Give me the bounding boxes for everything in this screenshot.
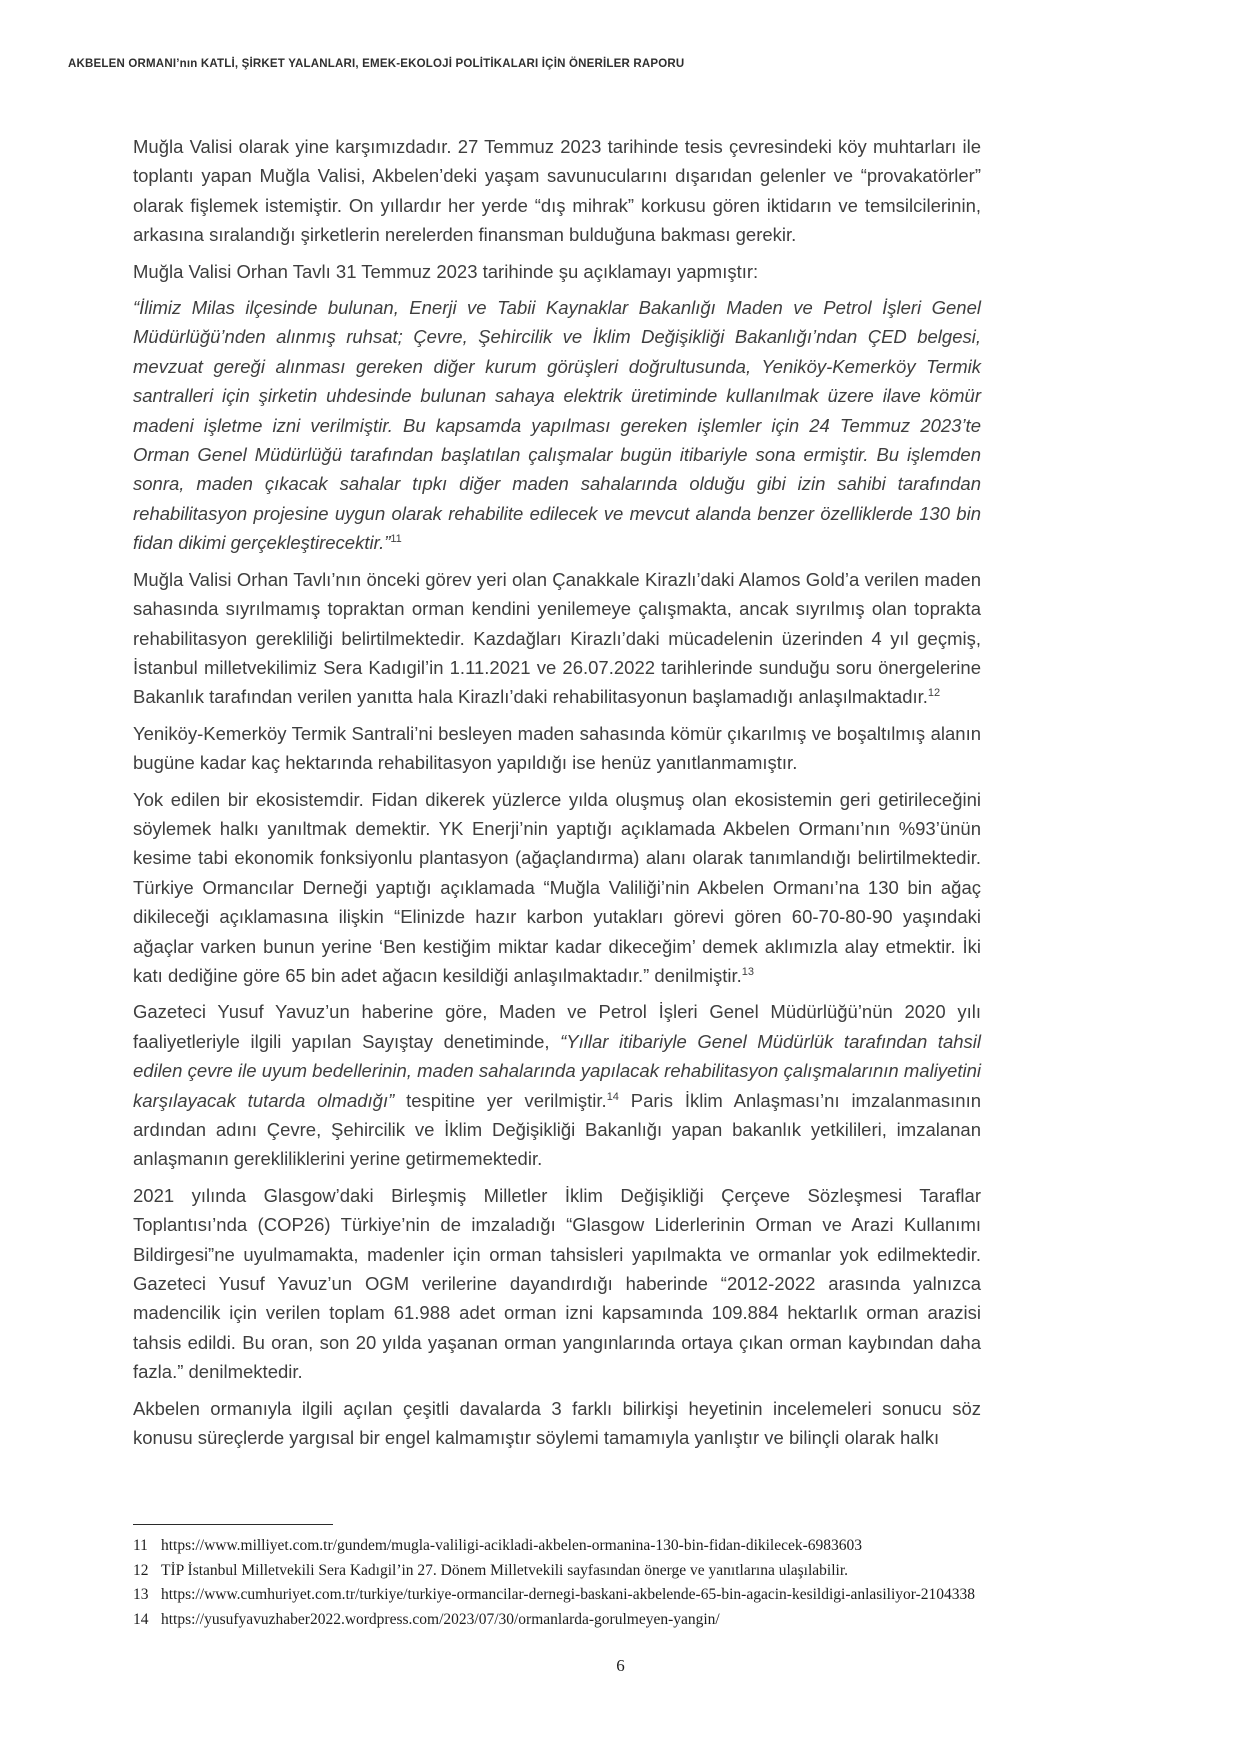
paragraph-text: Akbelen ormanıyla ilgili açılan çeşitli davalarda 3 farklı bilirkişi heyetinin incelemeleri sonucu söz konusu süreçlerde yargısal bir engel kalmamıştır söylemi tamamıyla yanlıştır ve bilinçli olarak halkı [133,1397,981,1449]
body-paragraphs [133,132,981,1459]
page-number: 6 [616,1656,625,1675]
footnote-number: 12 [133,1561,149,1579]
footnote-number: 11 [133,1537,148,1554]
footnote-reference: 13 [741,965,755,978]
paragraph-text: tespitine yer verilmiştir. [394,1089,607,1111]
paragraph-text: Paris İklim Anlaşması’nı imzalanmasının ardından adını Çevre, Şehircilik ve İklim Değişikliği Bakanlığı yapan bakanlık yetkilileri, imzalanan anlaşmanın gerekliliklerini yerine getirmemektedir. [133,1089,982,1170]
paragraph-vali-aciklama-giris [133,257,981,286]
paragraph-kirazli-alamos-gold [133,565,981,712]
footnotes-section [133,1524,993,1632]
footnote-text: TİP İstanbul Milletvekili Sera Kadıgil’in 27. Dönem Milletvekili sayfasından önerge ve yanıtlarına ulaşılabilir. [161,1561,849,1579]
footnote-reference: 11 [390,533,402,546]
footnote-number: 13 [133,1586,149,1603]
paragraph-text: Yeniköy-Kemerköy Termik Santrali’ni besleyen maden sahasında kömür çıkarılmış ve boşaltılmış alanın bugüne kadar kaç hektarında rehabilitasyon yapıldığı ise henüz yanıtlanmamıştır. [133,722,981,774]
footnote-text: https://yusufyavuzhaber2022.wordpress.com/2023/07/30/ormanlarda-gorulmeyen-yangin/ [161,1610,720,1628]
footnotes-list [133,1534,993,1632]
paragraph-sayistay-denetimi [133,997,981,1173]
footnote-text: https://www.milliyet.com.tr/gundem/mugla-valiligi-acikladi-akbelen-ormanina-130-bin-fidan-dikilecek-6983603 [161,1537,863,1554]
footnote-item [133,1608,993,1633]
paragraph-text: “Yıllar itibariyle Genel Müdürlük tarafından tahsil edilen çevre ile uyum bedellerinin, maden sahalarında yapılacak rehabilitasyon çalışmalarının maliyetini karşılayacak tutarda olmadığı” [133,1030,981,1111]
running-header-title: AKBELEN ORMANI’nın KATLİ, ŞİRKET YALANLARI, EMEK-EKOLOJİ POLİTİKALARI İÇİN ÖNERİLER RAPORU [68,58,685,70]
paragraph-text: Yok edilen bir ekosistemdir. Fidan dikerek yüzlerce yılda oluşmuş olan ekosistemin geri getirileceğini söylemek halkı yanıltmak demektir. YK Enerji’nin yaptığı açıklamada Akbelen Ormanı’nın %93’ünün kesime tabi ekonomik fonksiyonlu plantasyon (ağaçlandırma) alanı olarak tanımlandığı belirtilmektedir. Türkiye Ormancılar Derneği yaptığı açıklamada “Muğla Valiliği’nin Akbelen Ormanı’na 130 bin ağaç dikileceği açıklamasına ilişkin “Elinizde hazır karbon yutakları görevi gören 60-70-80-90 yaşındaki ağaçlar varken bunun yerine ‘Ben kestiğim miktar kadar dikeceğim’ demek aklımızla alay etmektir. İki katı dediğine göre 65 bin adet ağacın kesildiği anlaşılmaktadır.” denilmiştir. [133,788,981,986]
footnote-text: https://www.cumhuriyet.com.tr/turkiye/turkiye-ormancilar-dernegi-baskani-akbelende-65-bin-agacin-kesildigi-anlasiliyor-2104338 [161,1586,976,1603]
paragraph-text: Muğla Valisi Orhan Tavlı 31 Temmuz 2023 tarihinde şu açıklamayı yapmıştır: [133,260,759,282]
paragraph-text: Muğla Valisi olarak yine karşımızdadır. 27 Temmuz 2023 tarihinde tesis çevresindeki köy muhtarları ile toplantı yapan Muğla Valisi, Akbelen’deki yaşam savunucularını dışarıdan gelenler ve “provakatörler” olarak fişlemek istemiştir. On yıllardır her yerde “dış mihrak” korkusu gören iktidarın ve temsilcilerinin, arkasına sıralandığı şirketlerin nerelerden finansman bulduğuna bakması gerekir. [133,136,981,246]
paragraph-text: 2021 yılında Glasgow’daki Birleşmiş Milletler İklim Değişikliği Çerçeve Sözleşmesi Taraflar Toplantısı’nda (COP26) Türkiye’nin de imzaladığı “Glasgow Liderlerinin Orman ve Arazi Kullanımı Bildirgesi”ne uyulmamakta, madenler için orman tahsisleri yapılmakta ve ormanlar yok edilmektedir. Gazeteci Yusuf Yavuz’un OGM verilerine dayandırdığı haberinde “2012-2022 arasında yalnızca madencilik için verilen toplam 61.988 adet orman izni kapsamında 109.884 hektarlık orman arazisi tahsis edildi. Bu oran, son 20 yılda yaşanan orman yangınlarında ortaya çıkan orman kaybından daha fazla.” denilmektedir. [133,1184,981,1383]
footnote-reference: 12 [927,687,941,700]
footnote-separator-rule [133,1524,333,1525]
paragraph-glasgow-cop26 [133,1181,981,1387]
footnote-number: 14 [133,1610,149,1628]
paragraph-text: Gazeteci Yusuf Yavuz’un haberine göre, Maden ve Petrol İşleri Genel Müdürlüğü’nün 2020 yılı faaliyetleriyle ilgili yapılan Sayıştay denetiminde, [133,1001,981,1052]
footnote-item [133,1559,993,1584]
paragraph-yenikoy-kemerkoy-rehabilitasyon [133,719,981,778]
paragraph-text: Muğla Valisi Orhan Tavlı’nın önceki görev yeri olan Çanakkale Kirazlı’daki Alamos Gold’a verilen maden sahasında sıyrılmamış topraktan orman kendini yenilemeye çalışmakta, ancak sıyrılmış olan toprakta rehabilitasyon gerekliliği belirtilmektedir. Kazdağları Kirazlı’daki mücadelenin üzerinden 4 yıl geçmiş, İstanbul milletvekilimiz Sera Kadıgil’in 1.11.2021 ve 26.07.2022 tarihlerinde sunduğu soru önergelerine Bakanlık tarafından verilen yanıtta hala Kirazlı’daki rehabilitasyonun başlamadığı anlaşılmaktadır. [133,568,981,708]
paragraph-mugla-valisi-karsimizda [133,132,981,250]
footnote-item [133,1534,993,1559]
paragraph-yok-edilen-ekosistem [133,785,981,991]
footnote-reference: 14 [606,1090,619,1103]
footnote-item [133,1583,993,1608]
paragraph-text: “İlimiz Milas ilçesinde bulunan, Enerji ve Tabii Kaynaklar Bakanlığı Maden ve Petrol İşleri Genel Müdürlüğü’nden alınmış ruhsat; Çevre, Şehircilik ve İklim Değişikliği Bakanlığı’ndan ÇED belgesi, mevzuat gereği alınması gereken diğer kurum görüşleri doğrultusunda, Yeniköy-Kemerköy Termik santralleri için şirketin uhdesinde bulunan sahaya elektrik üretiminde kullanılmak üzere ilave kömür madeni işletme izni verilmiştir. Bu kapsamda yapılması gereken işlemler için 24 Temmuz 2023’te Orman Genel Müdürlüğü tarafından başlatılan çalışmalar bugün itibariyle sona ermiştir. Bu işlemden sonra, maden çıkacak sahalar tıpkı diğer maden sahalarında olduğu gibi izin sahibi tarafından rehabilitasyon projesine uygun olarak rehabilite edilecek ve mevcut alanda benzer özelliklerde 130 bin fidan dikimi gerçekleştirecektir.” [133,297,981,554]
paragraph-bilirkisi-heyetleri [133,1394,981,1453]
paragraph-vali-aciklama-alinti [133,293,981,558]
